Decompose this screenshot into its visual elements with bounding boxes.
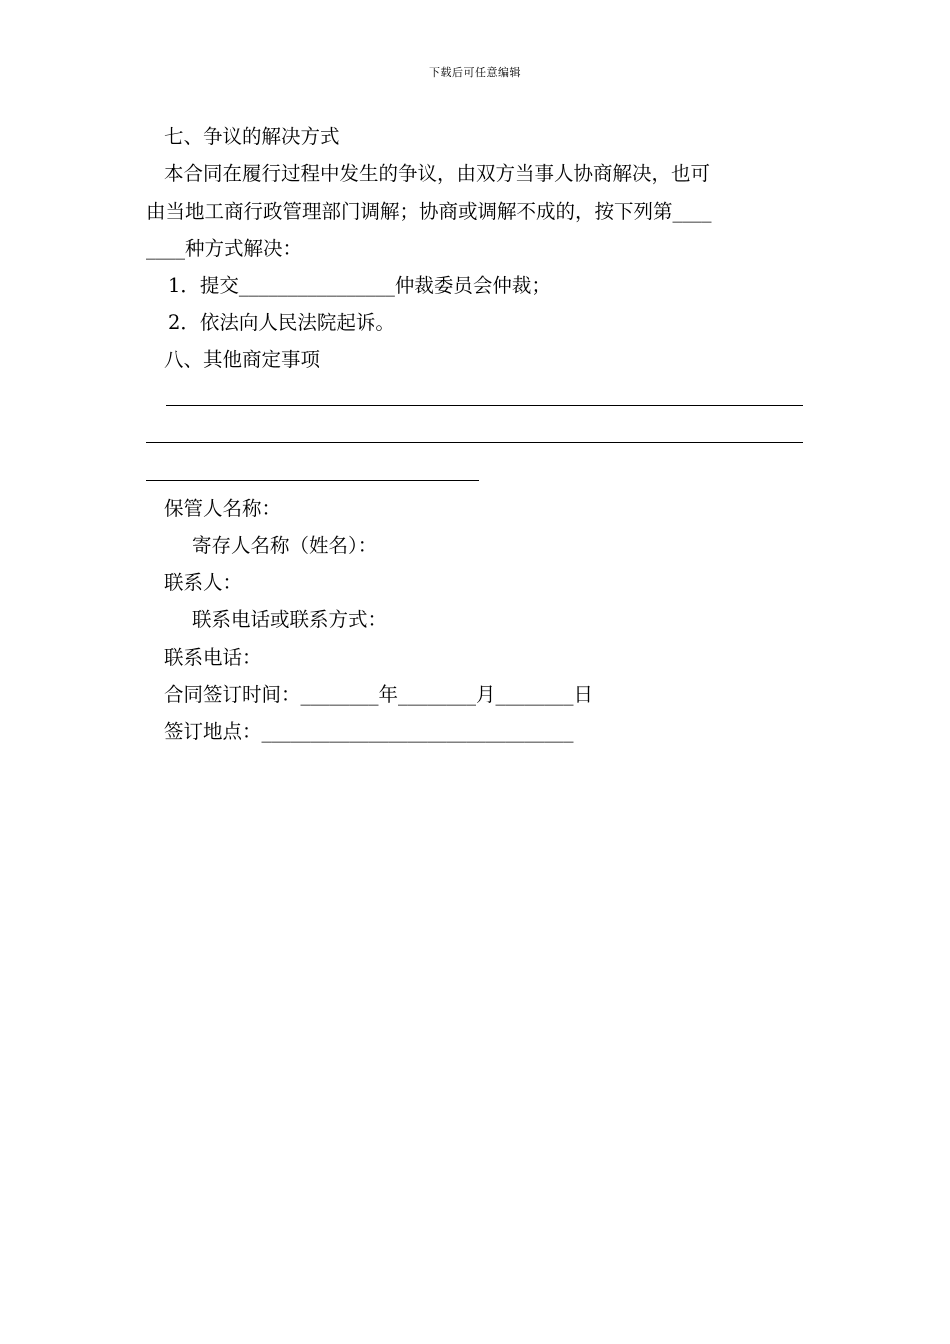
option-1-arbitration: 1．提交________________仲裁委员会仲裁； [168,274,551,297]
custodian-name-label: 保管人名称： [164,497,282,520]
contact-person-label: 联系人： [164,571,243,594]
option-2-litigation: 2．依法向人民法院起诉。 [168,311,395,334]
section-7-paragraph-line-2: 由当地工商行政管理部门调解；协商或调解不成的，按下列第____ [146,200,712,223]
signing-date-line: 合同签订时间：________年________月________日 [164,683,594,706]
depositor-name-label: 寄存人名称（姓名）： [192,534,378,557]
section-7-heading: 七、争议的解决方式 [164,125,340,148]
page-header-note: 下载后可任意编辑 [429,66,521,79]
other-matters-blank-line-2 [146,442,803,443]
other-matters-blank-line-1 [166,405,803,406]
section-7-paragraph-line-1: 本合同在履行过程中发生的争议，由双方当事人协商解决，也可 [164,162,711,185]
signing-place-line: 签订地点：________________________________ [164,720,574,743]
other-matters-blank-line-3 [146,480,479,481]
section-8-heading: 八、其他商定事项 [164,348,321,371]
contact-phone-or-method-label: 联系电话或联系方式： [192,608,388,631]
contact-phone-label: 联系电话： [164,646,262,669]
section-7-paragraph-line-3: ____种方式解决： [146,237,303,260]
